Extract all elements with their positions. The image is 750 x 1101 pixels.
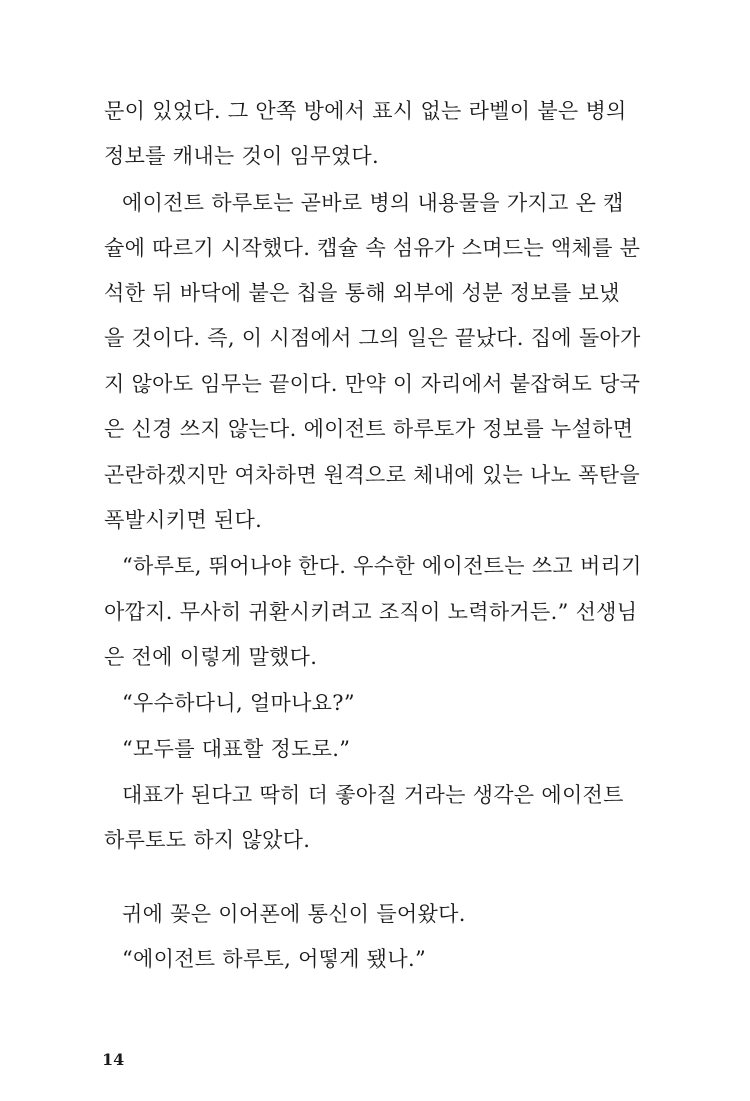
dialogue-line: “모두를 대표할 정도로.” [122,737,351,761]
text-line: 지 않아도 임무는 끝이다. 만약 이 자리에서 붙잡혀도 당국 [104,372,641,396]
dialogue-line: “우수하다니, 얼마나요?” [122,691,355,715]
page-number: 14 [102,1050,125,1069]
text-line: 대표가 된다고 딱히 더 좋아질 거라는 생각은 에이전트 [122,783,624,807]
text-line: 에이전트 하루토는 곧바로 병의 내용물을 가지고 온 캡 [122,191,624,215]
text-line: 석한 뒤 바닥에 붙은 칩을 통해 외부에 성분 정보를 보냈 [104,281,620,305]
text-line: 을 것이다. 즉, 이 시점에서 그의 일은 끝났다. 집에 돌아가 [104,326,641,350]
text-line: 귀에 꽂은 이어폰에 통신이 들어왔다. [122,902,466,926]
text-line: 정보를 캐내는 것이 임무였다. [104,144,379,168]
dialogue-line: “에이전트 하루토, 어떻게 됐나.” [122,947,426,971]
text-line: 하루토도 하지 않았다. [104,828,311,852]
text-line: 곤란하겠지만 여차하면 원격으로 체내에 있는 나노 폭탄을 [104,463,640,487]
text-line: 은 신경 쓰지 않는다. 에이전트 하루토가 정보를 누설하면 [104,417,634,441]
dialogue-line: “하루토, 뛰어나야 한다. 우수한 에이전트는 쓰고 버리기 [122,554,642,578]
text-line: 아깝지. 무사히 귀환시키려고 조직이 노력하거든.” 선생님 [104,600,638,624]
text-line: 은 전에 이렇게 말했다. [104,645,318,669]
text-line: 폭발시키면 된다. [104,508,263,532]
text-line: 문이 있었다. 그 안쪽 방에서 표시 없는 라벨이 붙은 병의 [104,99,627,123]
text-line: 슐에 따르기 시작했다. 캡슐 속 섬유가 스며드는 액체를 분 [104,236,641,260]
